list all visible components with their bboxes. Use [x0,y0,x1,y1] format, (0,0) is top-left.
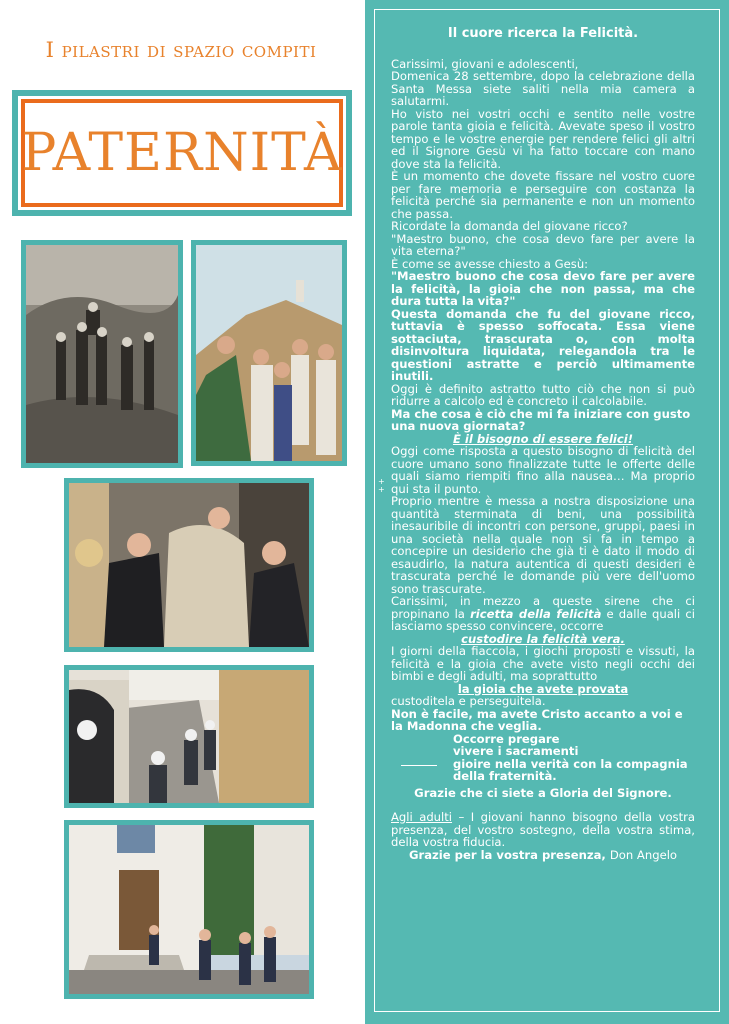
text-run: e dalle quali ci lasciamo spesso convincere, occorre [391,606,695,633]
list-item: Occorre pregare [453,731,560,746]
key-phrase: custodire la felicità vera. [461,631,625,646]
title-frame [12,90,352,216]
photo-group-field [21,240,183,468]
paragraph-bold: Non è facile, ma avete Cristo accanto a voi e la Madonna che veglia. [391,706,683,733]
question: Ma che cosa è ciò che mi fa iniziare con gusto una nuova giornata? [391,406,691,433]
paragraph: Domenica 28 settembre, dopo la celebrazione della Santa Messa siete saliti nella mia camera a salutarmi. [391,69,695,108]
list [391,733,695,783]
article-body [391,28,695,861]
adults-label: Agli adulti [391,810,453,824]
paragraph-bold: Questa domanda che fu del giovane ricco, tuttavia è spesso soffocata. Essa viene sottaciuta, trascurata o, con molta disinvoltura liquidata, relegandola tra le questioni astratte e perciò ultimamente inutili. [391,306,695,383]
photo-group-field-image [26,245,178,463]
photo-street-walk [64,665,314,808]
list-item: vivere i sacramenti [453,744,579,758]
paragraph: È un momento che dovete fissare nel vostro cuore per fare memoria e perseguire con costanza la felicità perché sia permanente e non un momento che passa. [391,169,695,221]
paragraph: custoditela e perseguitela. [391,694,546,708]
photo-priest-blessing [191,240,347,466]
paragraph: È come se avesse chiesto a Gesù: [391,256,589,271]
margin-marks: + + [378,477,385,494]
paragraph: Oggi è definito astratto tutto ciò che non si può ridurre a calcolo ed è concreto il calcolabile. [391,381,695,408]
photo-embrace [64,478,314,652]
title-box [21,99,343,207]
article-heading: Il cuore ricerca la Felicità. [447,26,639,41]
salutation: Carissimi, giovani e adolescenti, [391,56,579,71]
photo-street-walk-image [69,670,309,803]
photo-embrace-image [69,483,309,647]
photo-priest-blessing-image [196,245,342,461]
quote: "Maestro buono, che cosa devo fare per avere la vita eterna?" [391,231,695,258]
paragraph: Ho visto nei vostri occhi e sentito nelle vostre parole tanta gioia e felicità. Avevate speso il vostro tempo e le vostre energie per rendere felici gli altri ed il Signore Gesù vi ha fatto toccare con mano dove sta la felicità. [391,106,695,171]
page-title: PATERNITÀ [21,123,343,183]
photo-church-entrance [64,820,314,999]
key-phrase: la gioia che avete provata [457,681,629,696]
key-phrase: È il bisogno di essere felici! [452,431,634,446]
signature: Don Angelo [609,847,678,862]
section-subtitle: I pilastri di spazio compiti [45,38,317,62]
paragraph [391,811,695,849]
paragraph: Proprio mentre è messa a nostra disposizione una quantità sterminata di beni, una possibilità inesauribile di incontri con persone, gruppi, paesi in una società nella quale non si fa in tempo a concepire un desiderio che già ti è dato il modo di esaudirlo, la natura autentica di questi desideri è trascurata perché le domande più vere dell'uomo sono trascurate. [391,494,695,596]
text-run: Carissimi, in mezzo a queste sirene che ci propinano la [391,594,695,621]
paragraph: I giorni della fiaccola, i giochi proposti e vissuti, la felicità e la gioia che avete visto negli occhi dei bimbi e degli adulti, ma soprattutto [391,644,695,683]
list-item: gioire nella verità con la compagnia della fraternità. [453,756,688,783]
quote-bold: "Maestro buono che cosa devo fare per avere la felicità, la gioia che non passa, ma che dura tutta la vita?" [391,269,695,308]
paragraph: Oggi come risposta a questo bisogno di felicità del cuore umano sono finalizzate tutte le offerte delle quali siamo riempiti fino alla nausea… Ma proprio qui sta il punto. [391,444,695,496]
paragraph [391,595,695,633]
emphasis: ricetta della felicità [470,606,602,621]
thanks-line: Grazie che ci siete a Gloria del Signore. [414,785,672,800]
thanks-text: Grazie per la vostra presenza, [408,847,610,862]
paragraph: Ricordate la domanda del giovane ricco? [391,219,628,233]
divider [401,765,437,766]
signature-line [391,849,695,862]
text-run: – I giovani hanno bisogno della vostra presenza, del vostro sostegno, della vostra stima, della vostra fiducia. [391,810,695,849]
photo-church-entrance-image [69,825,309,994]
